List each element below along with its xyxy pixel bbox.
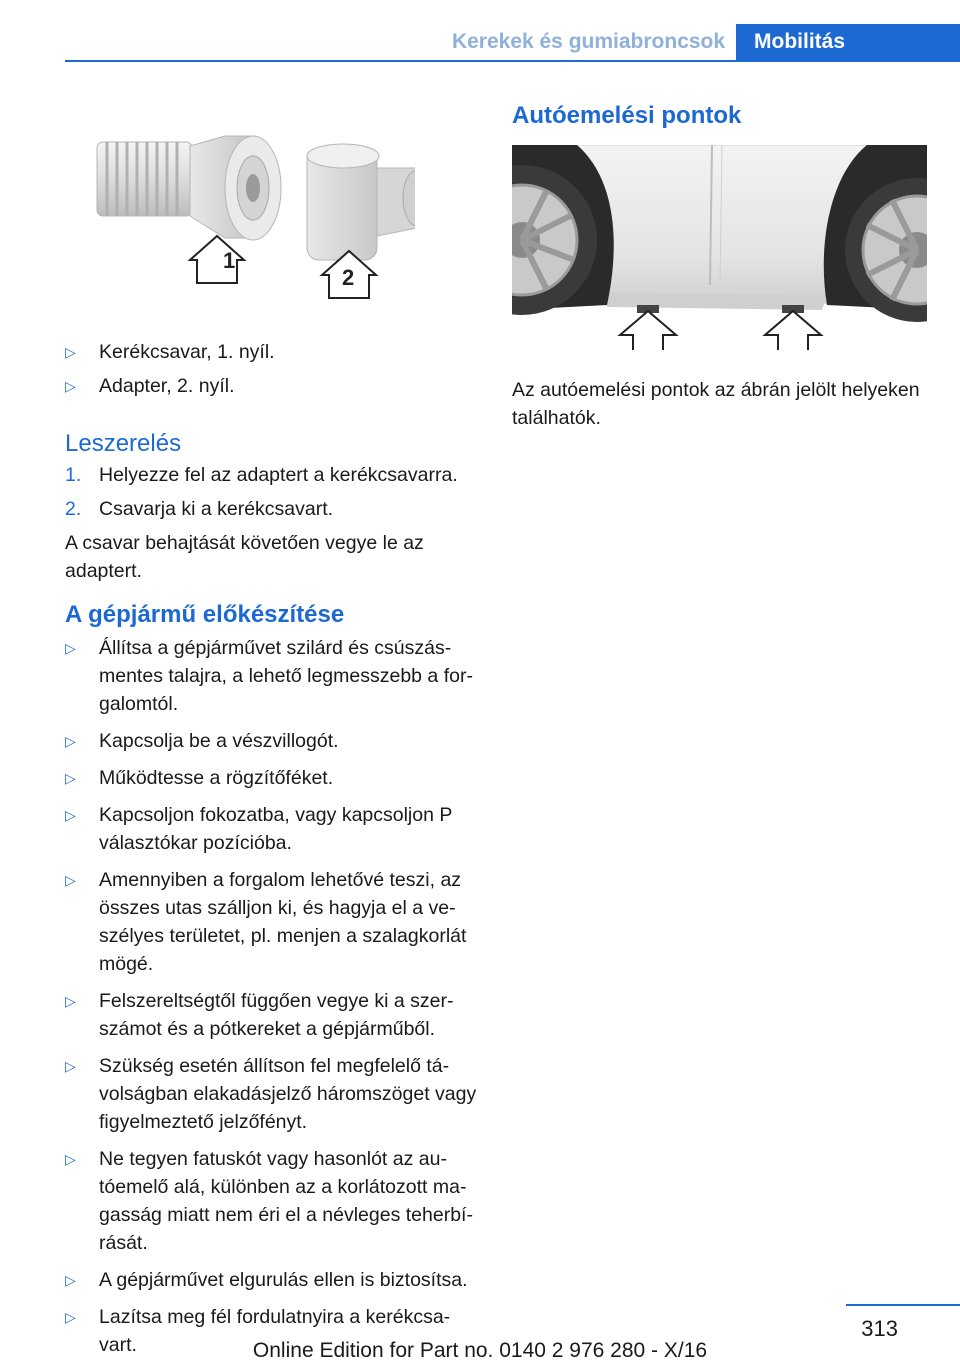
triangle-bullet-icon: ▷ [65, 807, 76, 823]
page-number: 313 [861, 1316, 898, 1341]
jacking-caption: Az autóemelési pontok az ábrán jelölt helyeken találhatók. [512, 379, 920, 429]
list-item: ▷ Kapcsolja be a vészvillogót. [65, 727, 480, 755]
list-item: 1. Helyezze fel az adaptert a kerékcsavarra. [65, 464, 458, 486]
triangle-bullet-icon: ▷ [65, 733, 76, 749]
wheel-bolt-figure [95, 128, 415, 308]
removal-heading: Leszerelés [65, 430, 182, 457]
arrow-label-1: 1 [223, 248, 236, 273]
triangle-bullet-icon: ▷ [65, 640, 76, 656]
header-section-title: Kerekek és gumiabroncsok [451, 30, 726, 53]
triangle-bullet-icon: ▷ [65, 1151, 76, 1167]
header-rule [65, 60, 960, 62]
edition-footer: Online Edition for Part no. 0140 2 976 280 - X/16 [252, 1339, 708, 1362]
removal-steps [65, 461, 480, 523]
preparation-list [65, 634, 480, 1359]
triangle-bullet-icon: ▷ [65, 993, 76, 1009]
triangle-bullet-icon: ▷ [65, 1058, 76, 1074]
list-item: ▷ Amennyiben a forgalom lehetővé teszi, az összes utas szálljon ki, és hagyja el a veszélyes területet, pl. menjen a szalagkorlát mögé. [65, 866, 480, 978]
list-item: ▷ Ne tegyen fatuskót vagy hasonlót az autóemelő alá, különben az a korlátozott magasság miatt nem éri el a névleges teherbírását. [65, 1145, 480, 1257]
car-sill-illustration [512, 145, 927, 350]
list-item: ▷ A gépjárművet elgurulás ellen is biztosítsa. [65, 1266, 480, 1294]
triangle-bullet-icon: ▷ [65, 1309, 76, 1325]
preparation-heading: A gépjármű előkészítése [65, 601, 345, 628]
list-item: ▷ Szükség esetén állítson fel megfelelő távolságban elakadásjelző háromszöget vagy figyelmeztető jelzőfényt. [65, 1052, 480, 1136]
triangle-bullet-icon: ▷ [65, 1272, 76, 1288]
list-item: ▷ Lazítsa meg fél fordulatnyira a kerékcsavart. [65, 1303, 480, 1359]
list-item: ▷ Adapter, 2. nyíl. [65, 372, 480, 400]
jacking-points-figure [512, 145, 927, 350]
triangle-bullet-icon: ▷ [65, 770, 76, 786]
arrow-label-2: 2 [342, 265, 355, 290]
triangle-bullet-icon: ▷ [65, 378, 76, 394]
list-item: ▷ Állítsa a gépjárművet szilárd és csúszásmentes talajra, a lehető legmesszebb a forgalomtól. [65, 634, 480, 718]
list-item: ▷ Kerékcsavar, 1. nyíl. [65, 338, 480, 366]
list-item: ▷ Kapcsoljon fokozatba, vagy kapcsoljon P választókar pozícióba. [65, 801, 480, 857]
wheel-bolt-illustration [95, 128, 415, 308]
triangle-bullet-icon: ▷ [65, 344, 76, 360]
footer-rule [846, 1304, 960, 1306]
parts-list [65, 338, 480, 400]
removal-note: A csavar behajtását követően vegye le az adaptert. [65, 532, 424, 582]
list-item: ▷ Felszereltségtől függően vegye ki a szerszámot és a pótkereket a gépjárműből. [65, 987, 480, 1043]
list-item: 2. Csavarja ki a kerékcsavart. [65, 498, 334, 520]
header-chapter-title: Mobilitás [736, 24, 960, 60]
jacking-heading: Autóemelési pontok [512, 102, 742, 129]
list-item: ▷ Működtesse a rögzítőféket. [65, 764, 480, 792]
triangle-bullet-icon: ▷ [65, 872, 76, 888]
